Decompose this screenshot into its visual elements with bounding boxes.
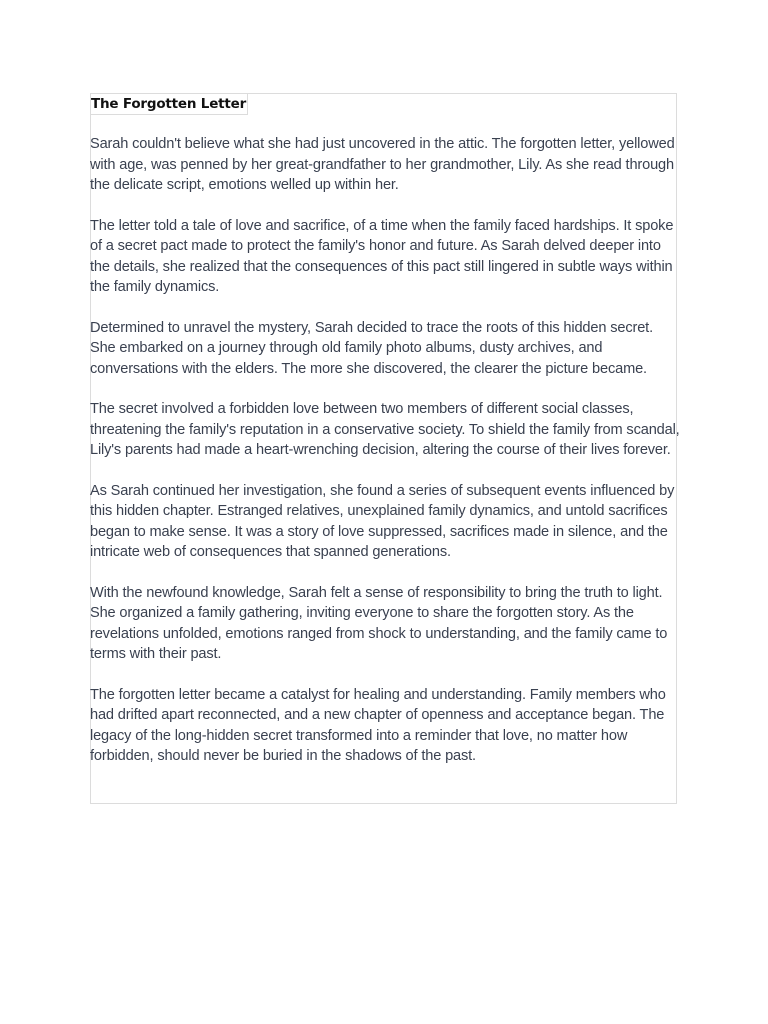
paragraph: The secret involved a forbidden love between two members of different social classes, threatening the family's reputation in a conservative society. To shield the family from scandal, Lily's parents had made a heart-wrenching decision, altering the course of their lives forever. bbox=[90, 401, 680, 458]
document-title: The Forgotten Letter bbox=[90, 93, 248, 115]
paragraph: The letter told a tale of love and sacrifice, of a time when the family faced hardships. It spoke of a secret pact made to protect the family's honor and future. As Sarah delved deeper into the details, she realized that the consequences of this pact still lingered in subtle ways within the family dynamics. bbox=[90, 217, 674, 295]
paragraph: Sarah couldn't believe what she had just uncovered in the attic. The forgotten letter, yellowed with age, was penned by her great-grandfather to her grandmother, Lily. As she read through the delicate script, emotions welled up within her. bbox=[90, 136, 675, 193]
document-body bbox=[90, 134, 680, 787]
paragraph: As Sarah continued her investigation, she found a series of subsequent events influenced by this hidden chapter. Estranged relatives, unexplained family dynamics, and untold sacrifices began to make sense. It was a story of love suppressed, sacrifices made in silence, and the intricate web of consequences that spanned generations. bbox=[90, 482, 675, 560]
paragraph: The forgotten letter became a catalyst for healing and understanding. Family members who had drifted apart reconnected, and a new chapter of openness and acceptance began. The legacy of the long-hidden secret transformed into a reminder that love, no matter how forbidden, should never be buried in the shadows of the past. bbox=[90, 686, 666, 764]
paragraph: With the newfound knowledge, Sarah felt a sense of responsibility to bring the truth to light. She organized a family gathering, inviting everyone to share the forgotten story. As the revelations unfolded, emotions ranged from shock to understanding, and the family came to terms with their past. bbox=[90, 584, 668, 662]
paragraph: Determined to unravel the mystery, Sarah decided to trace the roots of this hidden secret. She embarked on a journey through old family photo albums, dusty archives, and conversations with the elders. The more she discovered, the clearer the picture became. bbox=[90, 319, 653, 377]
